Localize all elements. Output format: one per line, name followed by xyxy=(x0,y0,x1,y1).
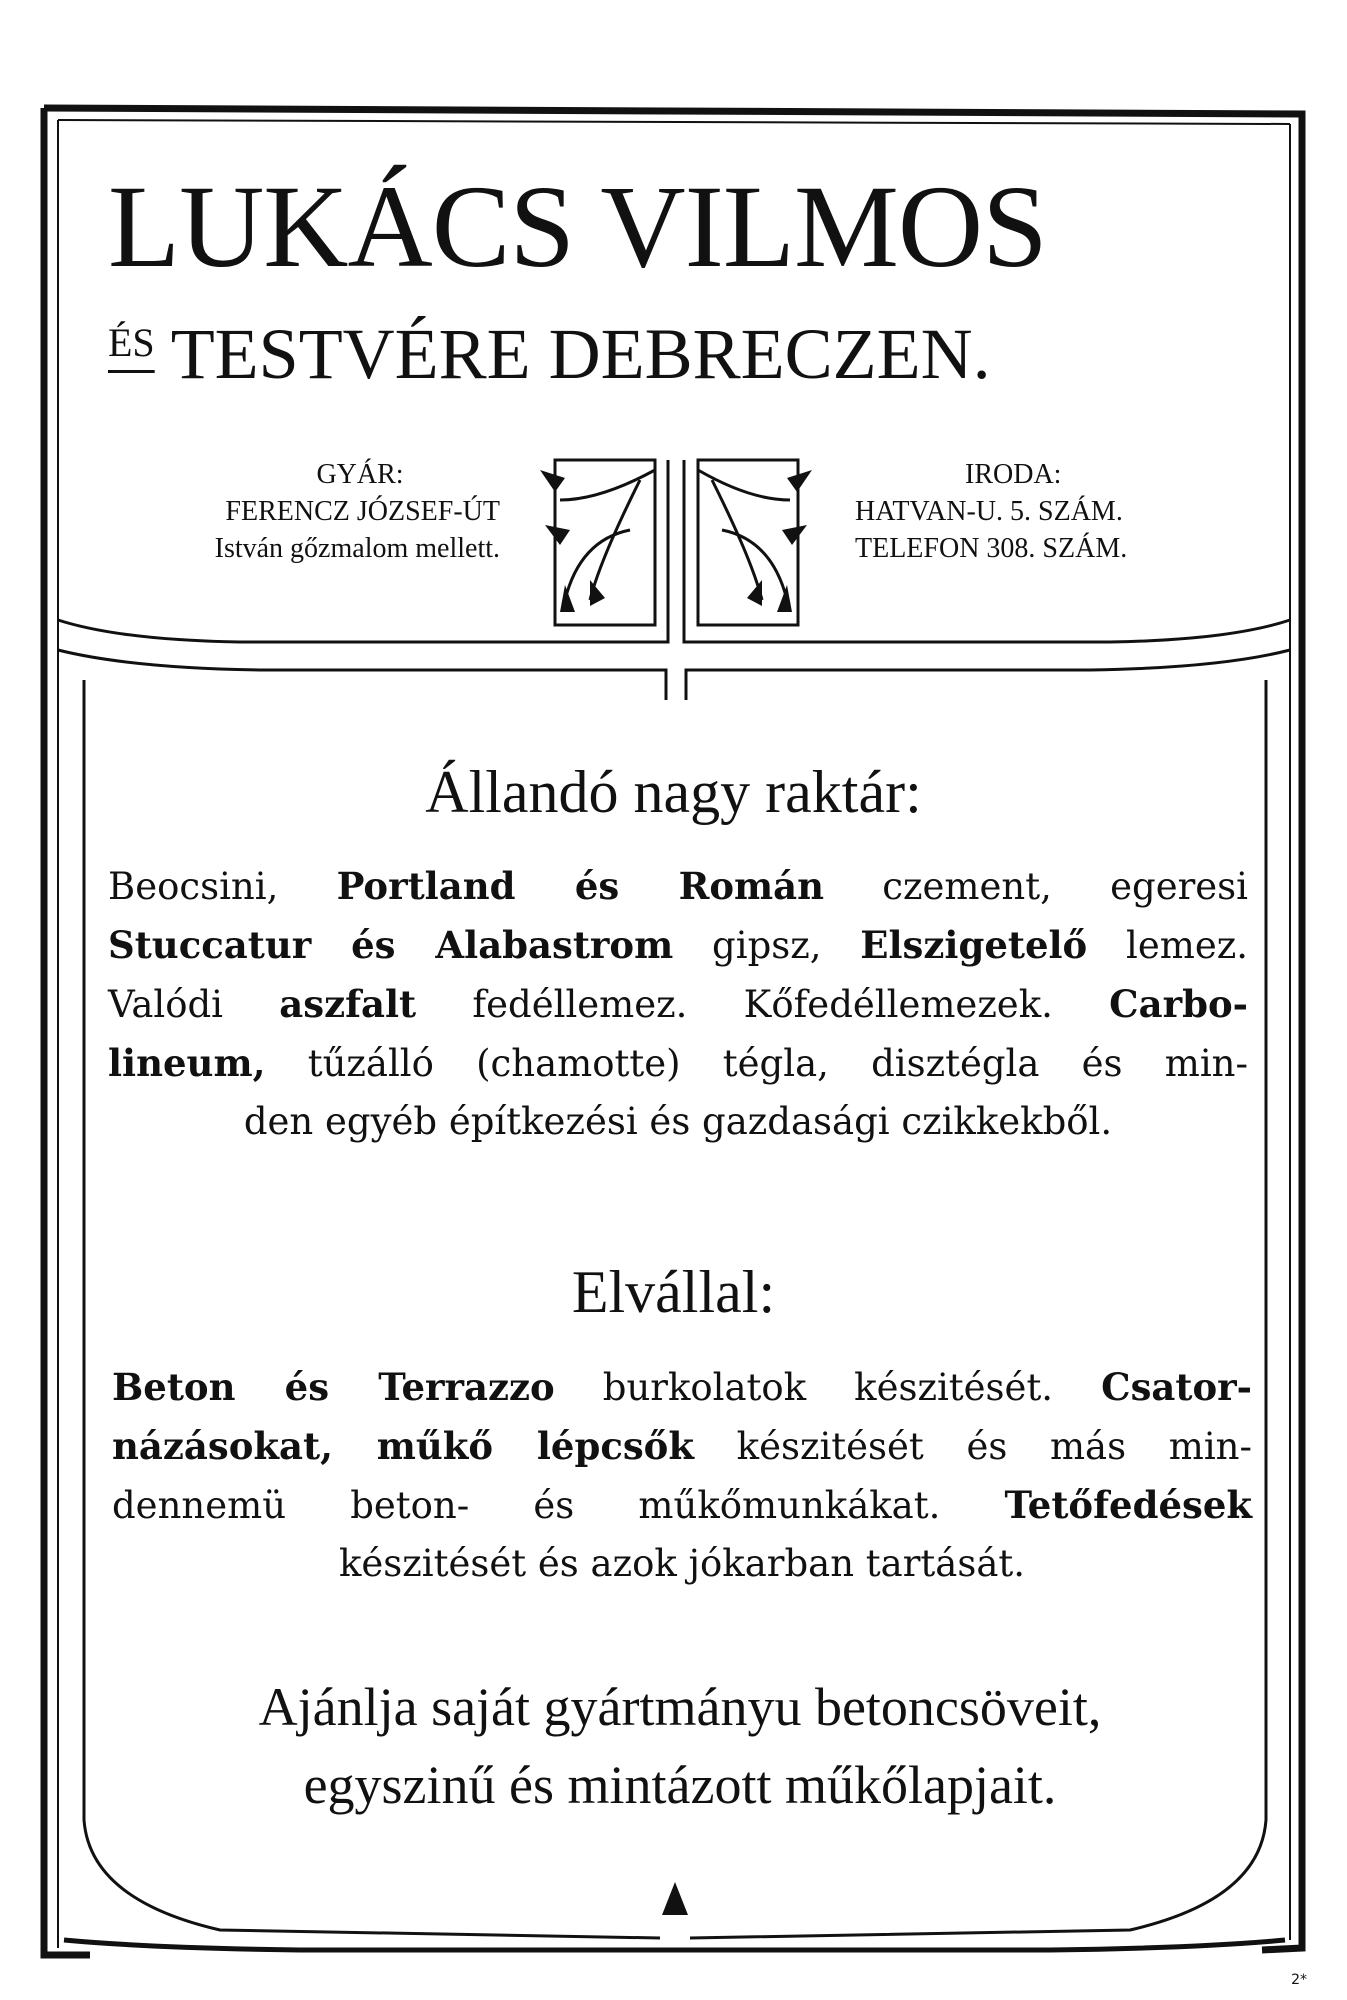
text-line xyxy=(112,1358,1252,1417)
bold-text: lineum, xyxy=(108,1041,266,1085)
text-span: készitését és más min- xyxy=(694,1425,1252,1468)
stock-paragraph xyxy=(108,857,1248,1151)
text-span: Beocsini, xyxy=(108,865,337,908)
bold-text: Carbo- xyxy=(1109,982,1248,1026)
text-line xyxy=(108,857,1248,916)
text-span: Valódi xyxy=(108,983,280,1026)
office-phone: TELEFON 308. SZÁM. xyxy=(855,533,1128,564)
text-line xyxy=(112,1417,1252,1476)
company-name: LUKÁCS VILMOS xyxy=(108,161,1047,292)
text-line xyxy=(108,975,1248,1034)
bold-text: aszfalt xyxy=(279,982,417,1026)
factory-note: István gőzmalom mellett. xyxy=(214,533,500,564)
office-address xyxy=(855,456,1255,567)
subtitle-es: ÉS xyxy=(108,320,155,365)
text-line xyxy=(108,1093,1248,1151)
text-line xyxy=(112,1535,1252,1593)
bold-text: Beton és Terrazzo xyxy=(112,1365,555,1409)
text-span: gipsz, xyxy=(673,924,861,967)
company-subtitle xyxy=(108,314,1258,394)
services-heading: Elvállal: xyxy=(571,1259,776,1325)
bold-text: Tetőfedések xyxy=(1004,1483,1252,1527)
text-span: burkolatok készitését. xyxy=(554,1366,1102,1409)
bold-text: Csator- xyxy=(1101,1365,1253,1409)
subtitle-text: TESTVÉRE DEBRECZEN. xyxy=(170,314,991,394)
text-span: dennemü beton- és műkőmunkákat. xyxy=(112,1484,1005,1527)
text-span: den egyéb építkezési és gazdasági czikkekből. xyxy=(243,1100,1113,1143)
closing-text xyxy=(100,1668,1260,1824)
stock-heading: Állandó nagy raktár: xyxy=(425,759,922,825)
factory-street: FERENCZ JÓZSEF-ÚT xyxy=(225,496,500,527)
text-span: készitését és azok jókarban tartását. xyxy=(338,1542,1026,1585)
bold-text: és xyxy=(515,864,679,908)
text-span: czement, egeresi xyxy=(824,865,1248,908)
factory-address xyxy=(100,456,500,567)
text-line xyxy=(112,1476,1252,1535)
office-street: HATVAN-U. 5. SZÁM. xyxy=(855,496,1123,527)
text-span: lemez. xyxy=(1087,924,1248,967)
bold-text: Elszigetelő xyxy=(860,923,1088,967)
text-span: fedéllemez. Kőfedéllemezek. xyxy=(416,983,1110,1026)
services-paragraph xyxy=(112,1358,1252,1593)
bold-text: Román xyxy=(678,864,825,908)
office-label: IRODA: xyxy=(965,459,1062,490)
text-line xyxy=(108,1034,1248,1093)
text-span: tűzálló (chamotte) tégla, disztégla és min- xyxy=(265,1042,1248,1085)
bold-text: názásokat, műkő lépcsők xyxy=(112,1424,694,1468)
page-number: 2* xyxy=(1291,1972,1307,1988)
factory-label: GYÁR: xyxy=(316,459,404,490)
bold-text: Portland xyxy=(336,864,516,908)
closing-line-2: egyszinű és mintázott műkőlapjait. xyxy=(303,1755,1057,1815)
bold-text: Stuccatur és Alabastrom xyxy=(108,923,674,967)
text-line xyxy=(108,916,1248,975)
closing-line-1: Ajánlja saját gyártmányu betoncsöveit, xyxy=(258,1677,1102,1737)
